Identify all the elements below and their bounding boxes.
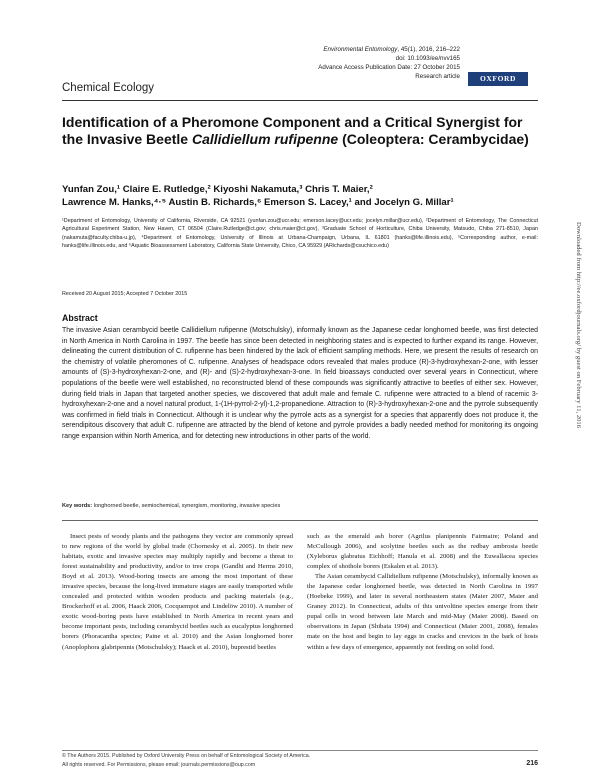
doi-link[interactable]: doi: 10.1093/ee/nvv165: [395, 55, 460, 62]
authors-line-1: Yunfan Zou,¹ Claire E. Rutledge,² Kiyoshi Nakamuta,³ Chris T. Maier,²: [62, 184, 373, 195]
affiliations: ¹Department of Entomology, University of California, Riverside, CA 92521 (yunfan.zou@ucr.edu; emerson.lacey@ucr.edu; jocelyn.millar@ucr.edu), ²Department of Entomology, The Connecticut Agricultural Experiment Station, New Haven, CT 06504 (Claire.Rutledge@ct.gov; chris.maier@ct.gov), ³Graduate School of Horticulture, Chiba University, Matsudo, Chiba 271-8510, Japan (nakamuta@faculty.chiba-u.jp), ⁴Department of Entomology, University of Illinois at Urbana-Champaign, Urbana, IL 61801 (hanks@life.illinois.edu), ⁵Corresponding author, e-mail: hanks@life.illinois.edu, and ⁶Aquatic Bioassessment Laboratory, California State University, Chico, CA 95929 (ARichards@csuchico.edu): [62, 218, 538, 250]
authors-line-2: Lawrence M. Hanks,⁴·⁵ Austin B. Richards,⁶ Emerson S. Lacey,¹ and Jocelyn G. Millar¹: [62, 196, 454, 208]
header-divider: [62, 100, 538, 101]
abstract-text: The invasive Asian cerambycid beetle Callidiellum rufipenne (Motschulsky), informally known as the Japanese cedar longhorned beetle, was first detected in North America in North Carolina in 1997. The beetle has since been detected in neighboring states and is expected to further expand its range. However, delineating the current distribution of C. rufipenne has been hindered by the lack of efficient sampling methods. Here, we present the results of research on the chemistry of volatile pheromones of C. rufipenne. Analyses of headspace odors revealed that males produce (R)-3-hydroxyhexan-2-one, with lesser amounts of (S)-3-hydroxyhexan-2-one, and (R)- and (S)-2-hydroxyhexan-3-one. In field bioassays conducted over several years in Connecticut, where populations of the beetle were well established, no reconstructed blend of these compounds was significantly attractive to beetles of either sex. However, during field trials in Japan that targeted another species, we discovered that adult male and female C. rufipenne were attracted to a blend of racemic 3-hydroxyhexan-2-one and a novel natural product, 1-(1H-pyrrol-2-yl)-1,2-propanedione. Attraction to (R)-3-hydroxyhexan-2-one and the pyrrole subsequently was confirmed in field trials in Connecticut. Although it is unclear why the pyrrole acts as a synergist for a species that apparently does not produce it, the serendipitous discovery that adult C. rufipenne are attracted by the blend of ketone and pyrrole provides a badly needed method for monitoring its ongoing range expansion within North America, and for detecting new introductions in other parts of the world.: [62, 327, 538, 440]
journal-header: [160, 45, 460, 81]
section-label: Chemical Ecology: [62, 82, 155, 94]
copyright-line: © The Authors 2015. Published by Oxford University Press on behalf of Entomological Society of America.: [62, 753, 311, 759]
keywords-list: longhorned beetle, semiochemical, synergism, monitoring, invasive species: [92, 503, 281, 509]
page-number: 216: [526, 760, 538, 767]
journal-name: Environmental Entomology: [323, 46, 398, 53]
title-end: (Coleoptera: Cerambycidae): [338, 131, 529, 147]
body-paragraph: such as the emerald ash borer (Agrilus planipennis Fairmaire; Poland and McCullough 2006), and scolytine beetles such as the redbay ambrosia beetle (Xyleborus glabratus Eichhoff; Hanula et al. 2008) and the Euwallacea species complex of shothole borers (Eskalen et al. 2013).: [307, 533, 538, 571]
body-paragraph: The Asian cerambycid Callidiellum rufipenne (Motschulsky), informally known as the Japanese cedar longhorned beetle, was detected in North Carolina in 1997 (Hoebeke 1999), and later in several northeastern states (Maier 2007, Maier and Graney 2012). In Connecticut, adults of this univoltine species emerge from their pupal cells in wood between late March and mid-May (Maier 2008). Based on observations in Japan (Shibata 1994) and Connecticut (Maier 2001, 2008), females mate on the host and begin to lay eggs in cracks and crevices in the bark of hosts within a few days of emergence, apparently not feeding on solid food.: [307, 573, 538, 651]
received-dates: Received 20 August 2015; Accepted 7 October 2015: [62, 291, 188, 297]
oxford-logo: OXFORD: [468, 72, 528, 86]
download-watermark: [572, 222, 584, 552]
author-list: [62, 184, 532, 209]
body-column-left: [62, 532, 293, 653]
abstract-heading: Abstract: [62, 313, 98, 323]
title-main: Identification of a Pheromone Component and a Critical Synergist for the Invasive Beetle: [62, 114, 523, 147]
article-type: Research article: [415, 73, 460, 80]
permissions-line: All rights reserved. For Permissions, please email: journals.permissions@oup.com: [62, 762, 256, 768]
body-paragraph: Insect pests of woody plants and the pathogens they vector are commonly spread to new regions of the world by global trade (Chornesky et al. 2005). In their new habitats, exotic and invasive species may multiply rapidly and become a threat to forest sustainability and productivity, and/or to tree crops (Gandhi and Herms 2010, Boyd et al. 2013). Wood-boring insects are among the most important of these invasive species, because the long-lived immature stages are easily transported while concealed and protected within wooden products and packing materials (e.g., Brockerhoff et al. 2006, Haack 2006, Cocquempot and Lindelöw 2010). A number of exotic wood-boring pests have established in North America in recent years and become important pests, including cerambycid beetles such as eucalyptus longhorned borers (Phoracantha species; Paine et al. 2010) and the Asian longhorned borer (Anoplophora glabripennis (Motschulsky); Haack et al. 2010), buprestid beetles: [62, 533, 293, 651]
article-title: [62, 114, 532, 148]
advance-access: Advance Access Publication Date: 27 October 2015: [318, 64, 460, 71]
keywords-divider: [62, 520, 538, 521]
footer-divider: [62, 750, 538, 751]
title-species: Callidiellum rufipenne: [191, 131, 339, 147]
keywords: [62, 503, 538, 509]
body-column-right: [307, 532, 538, 653]
keywords-label: Key words:: [62, 503, 93, 509]
journal-volume: , 45(1), 2016, 216–222: [397, 46, 460, 53]
download-note: Downloaded from http://ee.oxfordjournals.org/ by guest on February 11, 2016: [575, 222, 582, 429]
